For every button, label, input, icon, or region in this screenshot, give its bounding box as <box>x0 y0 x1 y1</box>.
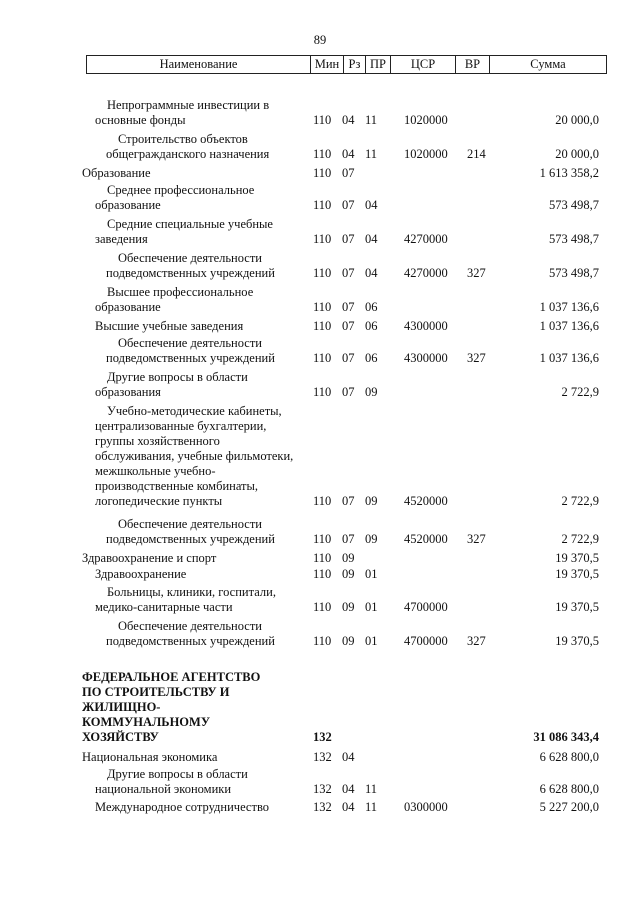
cell-rz: 04 <box>342 800 355 814</box>
cell-sum: 31 086 343,4 <box>533 730 599 744</box>
cell-vr: 327 <box>467 634 486 648</box>
cell-min: 110 <box>313 166 332 180</box>
row-name-line: Обеспечение деятельности <box>118 517 263 531</box>
row-name-line: Учебно-методические кабинеты, <box>107 404 282 418</box>
cell-csr: 4700000 <box>404 634 448 648</box>
row-name-line: образование <box>95 300 161 314</box>
cell-min: 132 <box>313 800 332 814</box>
row-name-line: производственные комбинаты, <box>95 479 259 493</box>
row-name-line: Высшие учебные заведения <box>95 319 244 333</box>
cell-sum: 573 498,7 <box>549 232 599 246</box>
row-name-line: медико-санитарные части <box>95 600 233 614</box>
row-name-line: Средние специальные учебные <box>107 217 273 231</box>
cell-rz: 07 <box>342 166 355 180</box>
row-name-line: Здравоохранение <box>95 567 187 581</box>
cell-pr: 06 <box>365 351 378 365</box>
cell-min: 110 <box>313 198 332 212</box>
cell-min: 110 <box>313 319 332 333</box>
cell-min: 110 <box>313 232 332 246</box>
page-number: 89 <box>313 33 327 47</box>
cell-sum: 20 000,0 <box>555 113 599 127</box>
row-name <box>106 251 331 281</box>
header-pr: ПР <box>366 56 391 73</box>
cell-rz: 04 <box>342 782 355 796</box>
row-name-line: Другие вопросы в области <box>107 370 248 384</box>
row-name-line: образование <box>95 198 161 212</box>
row-name <box>106 132 331 162</box>
header-sum: Сумма <box>530 57 566 71</box>
cell-pr: 06 <box>365 300 378 314</box>
cell-sum: 1 037 136,6 <box>539 300 599 314</box>
cell-min: 110 <box>313 551 332 565</box>
cell-min: 132 <box>313 750 332 764</box>
cell-sum: 20 000,0 <box>555 147 599 161</box>
cell-csr: 4300000 <box>404 319 448 333</box>
cell-vr: 327 <box>467 266 486 280</box>
cell-min: 110 <box>313 600 332 614</box>
cell-sum: 573 498,7 <box>549 266 599 280</box>
cell-vr: 327 <box>467 532 486 546</box>
row-name <box>95 285 320 315</box>
row-name-line: подведомственных учреждений <box>106 351 275 365</box>
row-name <box>106 619 331 649</box>
row-name-line: межшкольные учебно- <box>95 464 216 478</box>
cell-vr: 327 <box>467 351 486 365</box>
row-name-line: Национальная экономика <box>82 750 218 764</box>
row-name-line: национальной экономики <box>95 782 232 796</box>
cell-sum: 1 037 136,6 <box>539 351 599 365</box>
cell-rz: 07 <box>342 198 355 212</box>
cell-pr: 01 <box>365 567 378 581</box>
row-name-line: подведомственных учреждений <box>106 634 275 648</box>
cell-rz: 09 <box>342 634 355 648</box>
row-name-line: централизованные бухгалтерии, <box>95 419 267 433</box>
cell-pr: 09 <box>365 494 378 508</box>
cell-pr: 06 <box>365 319 378 333</box>
cell-min: 110 <box>313 494 332 508</box>
cell-pr: 01 <box>365 634 378 648</box>
cell-sum: 1 037 136,6 <box>539 319 599 333</box>
row-name <box>95 404 320 509</box>
row-name-line: Другие вопросы в области <box>107 767 248 781</box>
row-name-line: Здравоохранение и спорт <box>82 551 217 565</box>
cell-rz: 07 <box>342 532 355 546</box>
row-name-line: обслуживания, учебные фильмотеки, <box>95 449 294 463</box>
cell-sum: 2 722,9 <box>561 494 599 508</box>
cell-rz: 09 <box>342 600 355 614</box>
cell-csr: 4520000 <box>404 494 448 508</box>
row-name <box>106 517 331 547</box>
header-vr: ВР <box>456 56 490 73</box>
row-name-line: Непрограммные инвестиции в <box>107 98 270 112</box>
header-csr: ЦСР <box>391 56 456 73</box>
row-name <box>95 183 320 213</box>
header-min: Мин <box>311 56 344 73</box>
cell-sum: 6 628 800,0 <box>539 782 599 796</box>
cell-pr: 04 <box>365 198 378 212</box>
row-name <box>95 98 320 128</box>
cell-min: 132 <box>313 782 332 796</box>
cell-rz: 07 <box>342 494 355 508</box>
cell-pr: 09 <box>365 532 378 546</box>
cell-pr: 09 <box>365 385 378 399</box>
row-name-line: Строительство объектов <box>118 132 248 146</box>
cell-rz: 04 <box>342 113 355 127</box>
cell-csr: 4270000 <box>404 232 448 246</box>
cell-pr: 04 <box>365 232 378 246</box>
row-name-line: ЖИЛИЩНО- <box>82 700 161 714</box>
cell-pr: 01 <box>365 600 378 614</box>
row-name-line: логопедические пункты <box>95 494 223 508</box>
cell-csr: 4300000 <box>404 351 448 365</box>
cell-csr: 1020000 <box>404 147 448 161</box>
cell-csr: 4700000 <box>404 600 448 614</box>
cell-csr: 0300000 <box>404 800 448 814</box>
row-name-line: Обеспечение деятельности <box>118 251 263 265</box>
row-name-line: Международное сотрудничество <box>95 800 270 814</box>
row-name <box>95 585 320 615</box>
row-name <box>82 670 307 745</box>
cell-min: 110 <box>313 567 332 581</box>
row-name-line: образования <box>95 385 161 399</box>
cell-csr: 4520000 <box>404 532 448 546</box>
cell-min: 110 <box>313 351 332 365</box>
cell-sum: 19 370,5 <box>555 634 599 648</box>
cell-min: 110 <box>313 147 332 161</box>
row-name-line: Образование <box>82 166 151 180</box>
cell-sum: 6 628 800,0 <box>539 750 599 764</box>
cell-pr: 11 <box>365 782 378 796</box>
row-name-line: Среднее профессиональное <box>107 183 255 197</box>
cell-sum: 5 227 200,0 <box>539 800 599 814</box>
cell-sum: 19 370,5 <box>555 600 599 614</box>
cell-sum: 19 370,5 <box>555 567 599 581</box>
cell-rz: 07 <box>342 351 355 365</box>
row-name <box>95 800 320 815</box>
cell-rz: 07 <box>342 300 355 314</box>
row-name-line: ФЕДЕРАЛЬНОЕ АГЕНТСТВО <box>82 670 261 684</box>
header-name: Наименование <box>87 56 311 73</box>
cell-pr: 04 <box>365 266 378 280</box>
cell-csr: 1020000 <box>404 113 448 127</box>
cell-csr: 4270000 <box>404 266 448 280</box>
row-name-line: Обеспечение деятельности <box>118 619 263 633</box>
cell-rz: 07 <box>342 385 355 399</box>
row-name-line: заведения <box>95 232 148 246</box>
cell-rz: 09 <box>342 551 355 565</box>
row-name-line: ПО СТРОИТЕЛЬСТВУ И <box>82 685 230 699</box>
cell-rz: 07 <box>342 266 355 280</box>
cell-min: 132 <box>313 730 332 744</box>
table-header <box>86 55 607 74</box>
row-name-line: основные фонды <box>95 113 186 127</box>
cell-pr: 11 <box>365 800 378 814</box>
row-name-line: ХОЗЯЙСТВУ <box>82 730 159 744</box>
row-name <box>95 370 320 400</box>
header-rz: Рз <box>344 56 366 73</box>
cell-vr: 214 <box>467 147 486 161</box>
row-name <box>82 166 307 181</box>
row-name <box>95 217 320 247</box>
row-name <box>95 767 320 797</box>
row-name <box>95 567 320 582</box>
row-name-line: общегражданского назначения <box>106 147 270 161</box>
row-name-line: Высшее профессиональное <box>107 285 254 299</box>
row-name <box>95 319 320 334</box>
cell-sum: 2 722,9 <box>561 385 599 399</box>
row-name-line: Больницы, клиники, госпитали, <box>107 585 276 599</box>
row-name-line: КОММУНАЛЬНОМУ <box>82 715 210 729</box>
cell-min: 110 <box>313 113 332 127</box>
cell-min: 110 <box>313 266 332 280</box>
cell-rz: 09 <box>342 567 355 581</box>
row-name <box>106 336 331 366</box>
cell-sum: 573 498,7 <box>549 198 599 212</box>
row-name-line: группы хозяйственного <box>95 434 220 448</box>
cell-min: 110 <box>313 634 332 648</box>
row-name <box>82 750 307 765</box>
cell-rz: 04 <box>342 147 355 161</box>
row-name-line: Обеспечение деятельности <box>118 336 263 350</box>
cell-pr: 11 <box>365 113 378 127</box>
cell-min: 110 <box>313 300 332 314</box>
cell-pr: 11 <box>365 147 378 161</box>
cell-rz: 04 <box>342 750 355 764</box>
cell-sum: 19 370,5 <box>555 551 599 565</box>
row-name-line: подведомственных учреждений <box>106 266 275 280</box>
cell-sum: 1 613 358,2 <box>539 166 599 180</box>
cell-min: 110 <box>313 385 332 399</box>
cell-min: 110 <box>313 532 332 546</box>
cell-rz: 07 <box>342 232 355 246</box>
row-name <box>82 551 307 566</box>
cell-sum: 2 722,9 <box>561 532 599 546</box>
cell-rz: 07 <box>342 319 355 333</box>
row-name-line: подведомственных учреждений <box>106 532 275 546</box>
